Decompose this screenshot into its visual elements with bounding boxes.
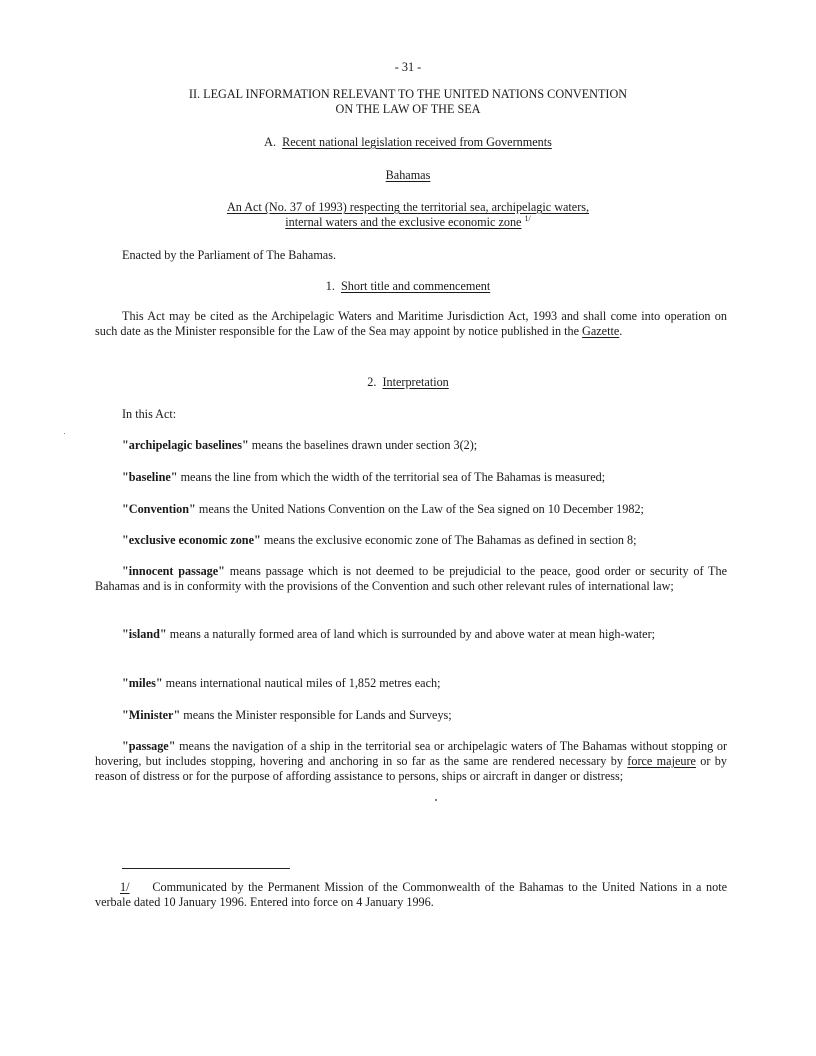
footnote-divider xyxy=(122,868,290,869)
section-1-number: 1. xyxy=(325,279,335,293)
section-1-heading xyxy=(0,279,816,294)
definition-term: "innocent passage" xyxy=(122,564,225,578)
country-heading: Bahamas xyxy=(385,168,431,182)
definition-term: "archipelagic baselines" xyxy=(122,438,249,452)
definition-term: "miles" xyxy=(122,676,163,690)
page-number: - 31 - xyxy=(394,60,422,74)
enacted-line: Enacted by the Parliament of The Bahamas. xyxy=(122,248,337,262)
definition-term: "Minister" xyxy=(122,708,181,722)
definition-item xyxy=(122,533,727,548)
definition-item xyxy=(122,708,727,723)
act-title-line2: internal waters and the exclusive economic zone xyxy=(285,215,522,229)
definition-text: means the baselines drawn under section 3(2); xyxy=(248,438,478,452)
section-1-title: Short title and commencement xyxy=(340,279,491,293)
definition-item-passage xyxy=(95,739,727,784)
footnote-reference: 1/ xyxy=(524,213,531,223)
definition-text: means the navigation of a ship in the territorial sea or archipelagic waters of The Bahamas without stopping or hovering, but includes stopping, hovering and anchoring in so far as the same are rendered necessary by xyxy=(95,739,727,768)
scan-speck xyxy=(435,799,437,801)
definition-term: "passage" xyxy=(122,739,176,753)
definition-item xyxy=(95,627,727,642)
section-1-text: This Act may be cited as the Archipelagic Waters and Maritime Jurisdiction Act, 1993 and shall come into operation on such date as the Minister responsible for the Law of the Sea may appoint by notice published in the xyxy=(95,309,727,338)
section-a-title: Recent national legislation received from Governments xyxy=(282,135,552,149)
definition-text: means a naturally formed area of land which is surrounded by and above water at mean high-water; xyxy=(166,627,656,641)
main-heading-line1: II. LEGAL INFORMATION RELEVANT TO THE UNITED NATIONS CONVENTION xyxy=(188,87,628,101)
footnote-marker: 1/ xyxy=(120,880,130,894)
section-2-intro: In this Act: xyxy=(122,407,177,421)
definition-text-end: or by reason of distress or for the purpose of affording assistance to persons, ships or aircraft in danger or distress; xyxy=(95,754,727,783)
section-a-heading xyxy=(0,135,816,150)
main-heading xyxy=(130,87,686,117)
footnote xyxy=(95,880,727,910)
definition-text: means passage which is not deemed to be prejudicial to the peace, good order or security of The Bahamas and is in conformity with the provisions of the Convention and such other relevant rules of international law; xyxy=(95,564,727,593)
definition-text: means the line from which the width of the territorial sea of The Bahamas is measured; xyxy=(177,470,606,484)
definition-text: means international nautical miles of 1,852 metres each; xyxy=(162,676,441,690)
section-2-heading xyxy=(0,375,816,390)
section-2-number: 2. xyxy=(367,375,377,389)
main-heading-line2: ON THE LAW OF THE SEA xyxy=(335,102,481,116)
gazette-reference: Gazette xyxy=(582,324,620,338)
definition-term: "island" xyxy=(122,627,167,641)
section-2-title: Interpretation xyxy=(382,375,449,389)
section-1-end: . xyxy=(619,324,623,338)
definition-item xyxy=(122,470,727,485)
section-a-prefix: A. xyxy=(264,135,277,149)
definition-item xyxy=(122,676,727,691)
footnote-text: Communicated by the Permanent Mission of the Commonwealth of the Bahamas to the United Nations in a note verbale dated 10 January 1996. Entered into force on 4 January 1996. xyxy=(95,880,727,909)
definition-text: means the United Nations Convention on the Law of the Sea signed on 10 December 1982; xyxy=(195,502,644,516)
act-title-line1: An Act (No. 37 of 1993) respecting the territorial sea, archipelagic waters, xyxy=(226,200,590,214)
force-majeure-term: force majeure xyxy=(627,754,696,768)
definition-item xyxy=(122,438,727,453)
definition-term: "baseline" xyxy=(122,470,178,484)
definition-item xyxy=(122,502,727,517)
definition-text: means the Minister responsible for Lands and Surveys; xyxy=(180,708,452,722)
definition-text: means the exclusive economic zone of The Bahamas as defined in section 8; xyxy=(260,533,637,547)
definition-term: "Convention" xyxy=(122,502,196,516)
scan-speck xyxy=(64,433,65,434)
definition-item xyxy=(95,564,727,594)
section-1-paragraph xyxy=(95,309,727,339)
act-title xyxy=(150,200,666,230)
definition-term: "exclusive economic zone" xyxy=(122,533,261,547)
